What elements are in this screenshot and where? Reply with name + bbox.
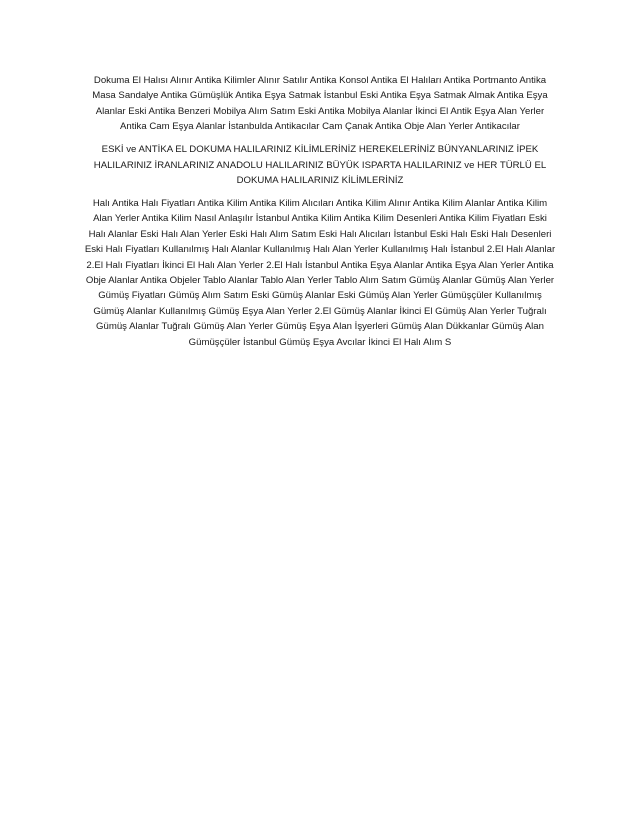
document-page [84, 73, 556, 350]
paragraph-carpets-heading: ESKİ ve ANTİKA EL DOKUMA HALILARINIZ KİLİMLERİNİZ HEREKELERİNİZ BÜNYANLARINIZ İPEK HALILARINIZ İRANLARINIZ ANADOLU HALILARINIZ BÜYÜK ISPARTA HALILARINIZ ve HER TÜRLÜ EL DOKUMA HALILARINIZ KİLİMLERİNİZ [93, 144, 547, 187]
paragraph-keywords: Halı Antika Halı Fiyatları Antika Kilim Antika Kilim Alıcıları Antika Kilim Alınır Antika Kilim Alanlar Antika Kilim Alan Yerler Antika Kilim Nasıl Anlaşılır İstanbul Antika Kilim Antika Kilim Desenleri Antika Kilim Fiyatları Eski Halı Alanlar Eski Halı Alan Yerler Eski Halı Alım Satım Eski Halı Alıcıları İstanbul Eski Halı Eski Halı Desenleri Eski Halı Fiyatları Kullanılmış Halı Alanlar Kullanılmış Halı Alan Yerler Kullanılmış Halı İstanbul 2.El Halı Alanlar 2.El Halı Fiyatları İkinci El Halı Alan Yerler 2.El Halı İstanbul Antika Eşya Alanlar Antika Eşya Alan Yerler Antika Obje Alanlar Antika Objeler Tablo Alanlar Tablo Alan Yerler Tablo Alım Satım Gümüş Alanlar Gümüş Alan Yerler Gümüş Fiyatları Gümüş Alım Satım Eski Gümüş Alanlar Eski Gümüş Alan Yerler Gümüşçüler Kullanılmış Gümüş Alanlar Kullanılmış Gümüş Eşya Alan Yerler 2.El Gümüş Alanlar İkinci El Gümüş Alan Yerler Tuğralı Gümüş Alanlar Tuğralı Gümüş Alan Yerler Gümüş Eşya Alan İşyerleri Gümüş Alan Dükkanlar Gümüş Alan Gümüşçüler İstanbul Gümüş Eşya Avcılar İkinci El Halı Alım S [84, 198, 556, 348]
paragraph-antique-items: Dokuma El Halısı Alınır Antika Kilimler Alınır Satılır Antika Konsol Antika El Halıları Antika Portmanto Antika Masa Sandalye Antika Gümüşlük Antika Eşya Satmak İstanbul Eski Antika Eşya Satmak Almak Antika Eşya Alanlar Eski Antika Benzeri Mobilya Alım Satım Eski Antika Mobilya Alanlar İkinci El Antik Eşya Alan Yerler Antika Cam Eşya Alanlar İstanbulda Antikacılar Cam Çanak Antika Obje Alan Yerler Antikacılar [92, 75, 548, 133]
